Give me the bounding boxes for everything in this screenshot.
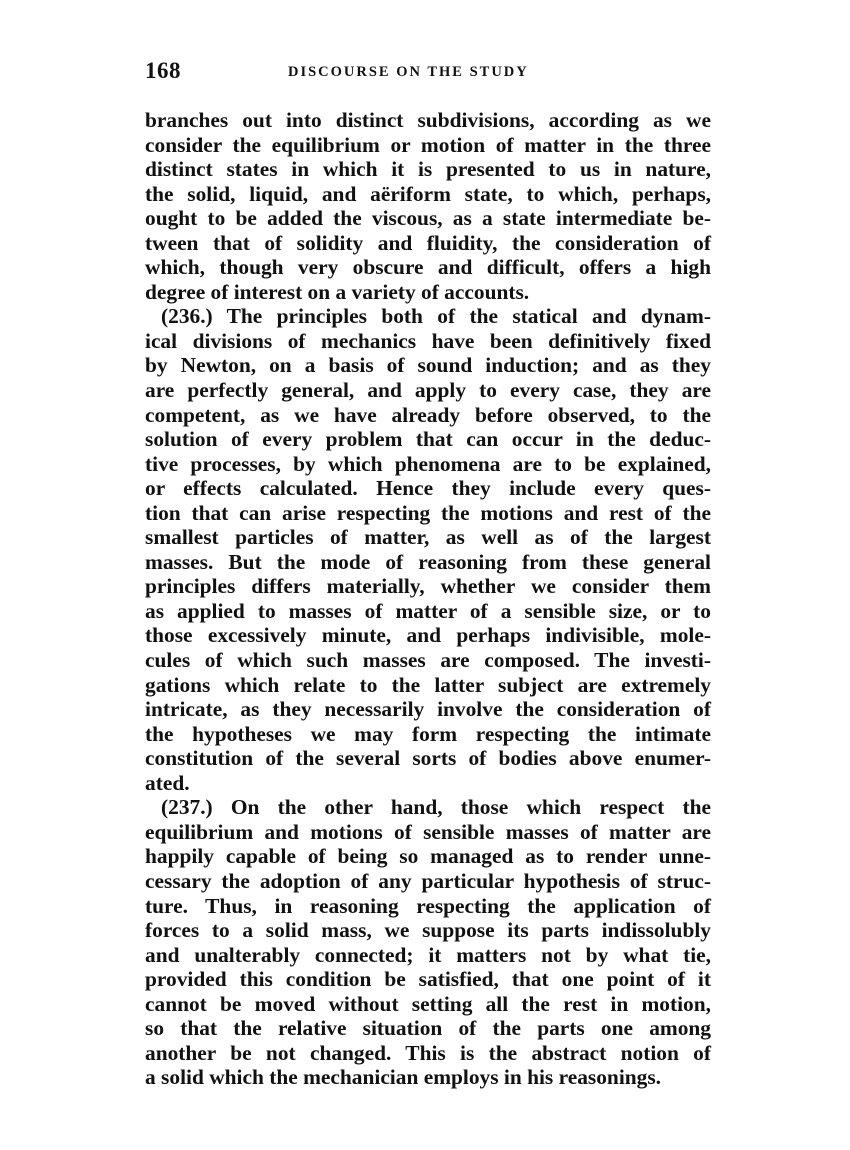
- text-line: tion that can arise respecting the motions and rest of the: [145, 500, 711, 525]
- text-line: constitution of the several sorts of bodies above enumer-: [145, 746, 711, 771]
- text-line: gations which relate to the latter subject are extremely: [145, 672, 711, 697]
- text-line: cannot be moved without setting all the rest in motion,: [145, 991, 711, 1016]
- text-line: ture. Thus, in reasoning respecting the application of: [145, 893, 711, 918]
- text-line: intricate, as they necessarily involve the consideration of: [145, 697, 711, 722]
- text-line: degree of interest on a variety of accounts.: [145, 279, 530, 304]
- text-line: by Newton, on a basis of sound induction; and as they: [145, 353, 711, 378]
- text-line: ical divisions of mechanics have been definitively fixed: [145, 328, 711, 353]
- text-line: provided this condition be satisfied, that one point of it: [145, 967, 711, 992]
- text-line: the solid, liquid, and aëriform state, to which, perhaps,: [145, 181, 711, 206]
- text-line: which, though very obscure and difficult, offers a high: [145, 255, 711, 280]
- running-head: [145, 58, 711, 88]
- text-line: those excessively minute, and perhaps indivisible, mole-: [145, 623, 711, 648]
- text-line: ated.: [145, 770, 190, 795]
- text-line: happily capable of being so managed as to render unne-: [145, 844, 711, 869]
- paragraph-236-start: (236.) The principles both of the statical and dynam-: [161, 304, 711, 329]
- text-line: are perfectly general, and apply to every case, they are: [145, 378, 711, 403]
- text-line: cules of which such masses are composed. The investi-: [145, 648, 711, 673]
- text-line: competent, as we have already before observed, to the: [145, 402, 711, 427]
- text-line: solution of every problem that can occur in the deduc-: [145, 427, 711, 452]
- text-line: tween that of solidity and fluidity, the consideration of: [145, 230, 711, 255]
- text-line: another be not changed. This is the abstract notion of: [145, 1040, 711, 1065]
- text-line: tive processes, by which phenomena are to be explained,: [145, 451, 711, 476]
- text-line: distinct states in which it is presented to us in nature,: [145, 157, 711, 182]
- running-title: DISCOURSE ON THE STUDY: [288, 64, 529, 80]
- text-line: consider the equilibrium or motion of matter in the three: [145, 132, 711, 157]
- paragraph-237-start: (237.) On the other hand, those which respect the: [161, 795, 711, 820]
- text-line: and unalterably connected; it matters not by what tie,: [145, 942, 711, 967]
- text-line: cessary the adoption of any particular hypothesis of struc-: [145, 868, 711, 893]
- text-line: or effects calculated. Hence they include every ques-: [145, 476, 711, 501]
- text-line: principles differs materially, whether we consider them: [145, 574, 711, 599]
- text-line: the hypotheses we may form respecting the intimate: [145, 721, 711, 746]
- text-line: as applied to masses of matter of a sensible size, or to: [145, 598, 711, 623]
- text-line: smallest particles of matter, as well as of the largest: [145, 525, 711, 550]
- text-line: a solid which the mechanician employs in his reasonings.: [145, 1065, 662, 1090]
- text-line: equilibrium and motions of sensible masses of matter are: [145, 819, 711, 844]
- text-line: ought to be added the viscous, as a state intermediate be-: [145, 206, 711, 231]
- page-number: 168: [145, 58, 181, 83]
- text-line: so that the relative situation of the parts one among: [145, 1016, 711, 1041]
- body-text: [145, 108, 711, 1090]
- text-line: forces to a solid mass, we suppose its parts indissolubly: [145, 918, 711, 943]
- text-line: branches out into distinct subdivisions, according as we: [145, 108, 711, 132]
- text-line: masses. But the mode of reasoning from these general: [145, 549, 711, 574]
